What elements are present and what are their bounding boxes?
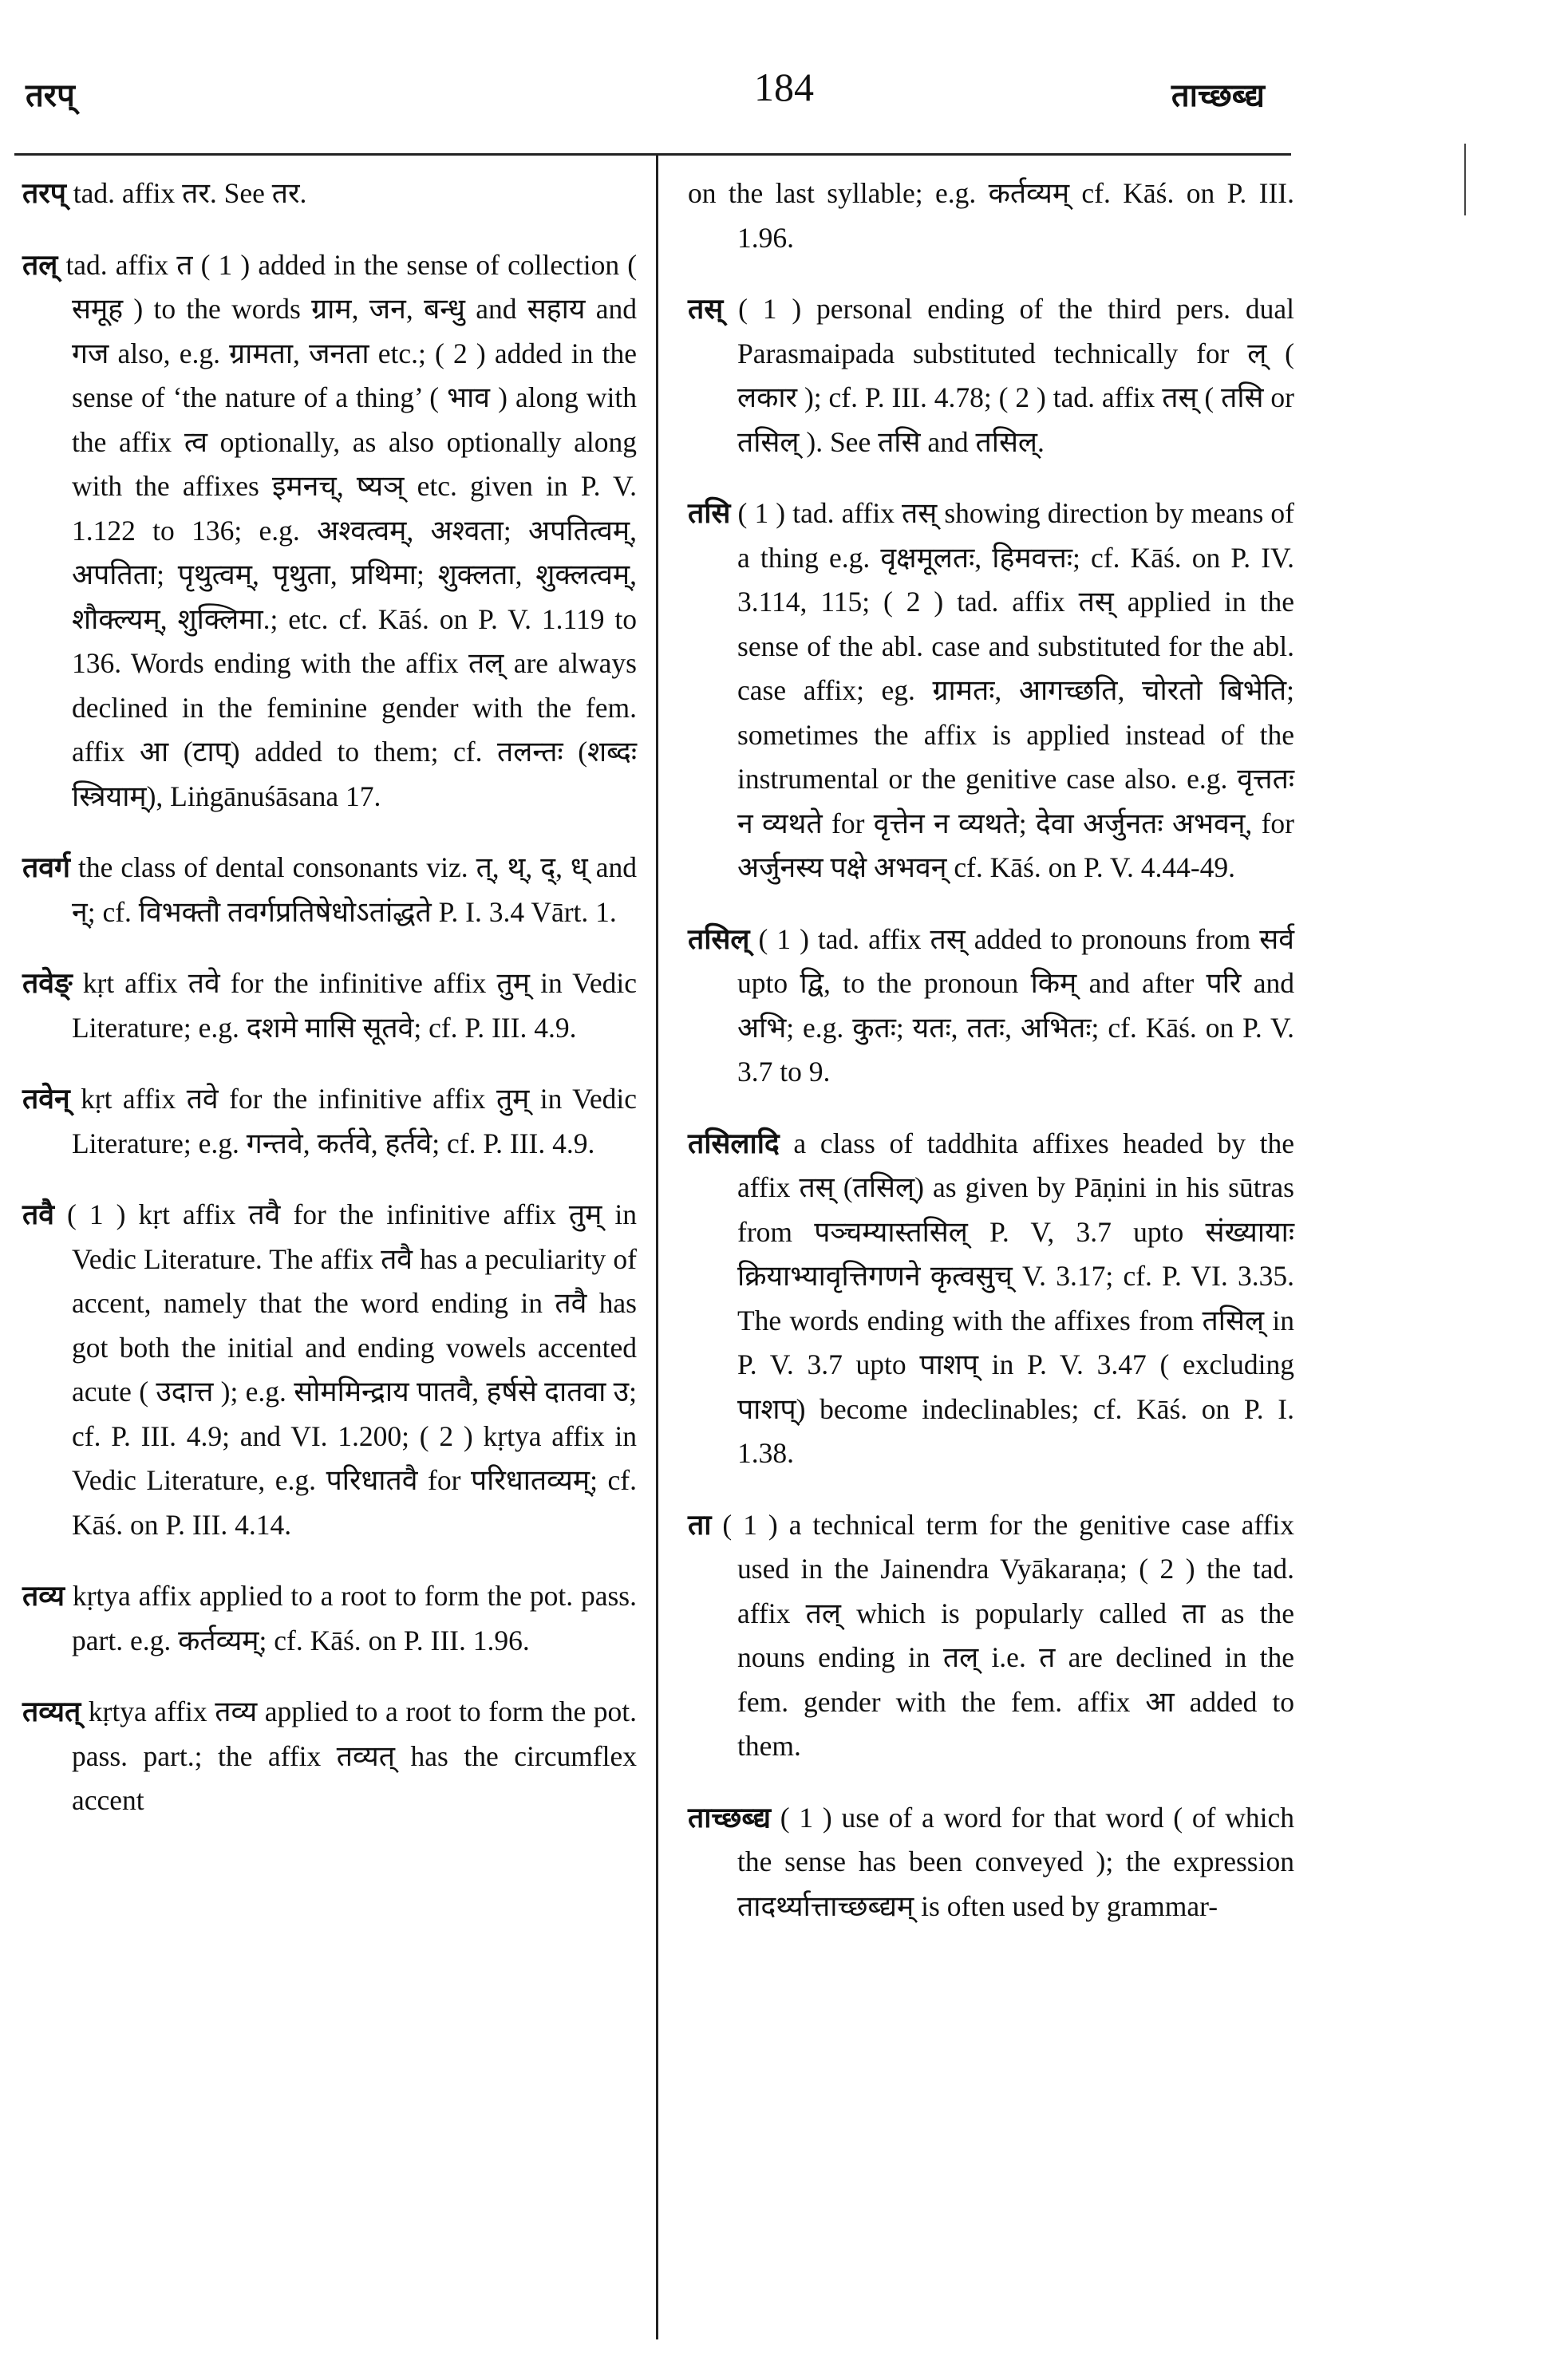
entry-body: kṛt affix तवे for the infinitive affix तुम् in Vedic Literature; e.g. गन्तवे, कर्तवे, हर्तवे; cf. P. III. 4.9. (72, 1083, 638, 1159)
entry-body: ( 1 ) tad. affix तस् showing direction by means of a thing e.g. वृक्षमूलतः, हिमवत्तः; cf. Kāś. on P. IV. 3.114, 115; ( 2 ) tad. affix तस् applied in the sense of the abl. case and substituted for the abl. case affix; eg. ग्रामतः, आगच्छति, चोरतो बिभेति; sometimes the affix is applied instead of the instrumental or the genitive case also. e.g. वृत्ततः न व्यथते for वृत्तेन न व्यथते; देवा अर्जुनतः अभवन्, for अर्जुनस्य पक्षे अभवन् cf. Kāś. on P. V. 4.44-49. (737, 497, 1295, 883)
entry-body: ( 1 ) tad. affix तस् added to pronouns from सर्व upto द्वि, to the pronoun किम् and after परि and अभि; e.g. कुतः; यतः, ततः, अभितः; cf. Kāś. on P. V. 3.7 to 9. (737, 922, 1294, 1088)
dictionary-entry (688, 287, 1294, 464)
header-rule (14, 153, 1291, 156)
column-divider (656, 153, 658, 2339)
entry-body: tad. affix तर. See तर. (73, 177, 307, 209)
dictionary-entry (688, 492, 1294, 890)
running-head-right: ताच्छब्द्य (1171, 77, 1265, 113)
dictionary-entry (22, 1077, 637, 1166)
margin-mark (1464, 144, 1466, 215)
dictionary-entry (688, 1122, 1294, 1476)
dictionary-entry (22, 243, 637, 819)
entry-headword: तल् (22, 248, 58, 281)
entry-headword: तवै (22, 1198, 54, 1230)
entry-body: on the last syllable; e.g. कर्तव्यम् cf. Kāś. on P. III. 1.96. (688, 177, 1294, 254)
dictionary-entry (22, 846, 637, 934)
dictionary-entry (22, 172, 637, 216)
running-head-left: तरप् (26, 77, 75, 113)
entry-headword: तवर्ग (22, 851, 70, 883)
entry-headword: तवेन् (22, 1083, 70, 1115)
entry-headword: तसि (688, 497, 731, 529)
entry-headword: तसिल् (688, 922, 750, 955)
entry-headword: तवेङ् (22, 967, 73, 999)
entry-headword: तस् (688, 293, 724, 325)
entry-body: ( 1 ) use of a word for that word ( of which the sense has been conveyed ); the expression तादर्थ्यात्ताच्छब्द्यम् is often used by grammar- (737, 1801, 1294, 1922)
entry-body: a class of taddhita affixes headed by the affix तस् (तसिल्) as given by Pāṇini in his sūtras from पञ्चम्यास्तसिल् P. V, 3.7 upto संख्यायाः क्रियाभ्यावृत्तिगणने कृत्वसुच् V. 3.17; cf. P. VI. 3.35. The words ending with the affixes from तसिल् in P. V. 3.7 upto पाशप् in P. V. 3.47 ( excluding पाशप्) become indeclinables; cf. Kāś. on P. I. 1.38. (737, 1127, 1294, 1469)
entry-headword: तव्य (22, 1580, 65, 1612)
dictionary-entry (22, 1690, 637, 1823)
entry-body: kṛtya affix applied to a root to form the pot. pass. part. e.g. कर्तव्यम्; cf. Kāś. on P. III. 1.96. (72, 1580, 637, 1656)
dictionary-entry (22, 1193, 637, 1547)
right-column (688, 172, 1294, 1956)
entry-headword: ता (688, 1508, 712, 1541)
dictionary-entry (22, 961, 637, 1050)
entry-body: ( 1 ) personal ending of the third pers. dual Parasmaipada substituted technically for ल् ( लकार ); cf. P. III. 4.78; ( 2 ) tad. affix तस् ( तसि or तसिल् ). See तसि and तसिल्. (737, 293, 1295, 458)
entry-body: kṛtya affix तव्य applied to a root to form the pot. pass. part.; the affix तव्यत् has the circumflex accent (72, 1696, 637, 1816)
dictionary-entry (688, 918, 1294, 1095)
dictionary-entry (22, 1574, 637, 1663)
entry-body: the class of dental consonants viz. त्, थ्, द्, ध् and न्; cf. विभक्तौ तवर्गप्रतिषेधोऽतांद्धते P. I. 3.4 Vārt. 1. (72, 851, 637, 928)
page-number: 184 (754, 65, 814, 109)
entry-headword: तसिलादि (688, 1127, 780, 1159)
entry-body: tad. affix त ( 1 ) added in the sense of collection ( समूह ) to the words ग्राम, जन, बन्धु and सहाय and गज also, e.g. ग्रामता, जनता etc.; ( 2 ) added in the sense of ‘the nature of a thing’ ( भाव ) along with the affix त्व optionally, as also optionally along with the affixes इमनच्, ष्यञ् etc. given in P. V. 1.122 to 136; e.g. अश्वत्वम्, अश्वता; अपतित्वम्, अपतिता; पृथुत्वम्, पृथुता, प्रथिमा; शुक्लता, शुक्लत्वम्, शौक्ल्यम्, शुक्लिमा.; etc. cf. Kāś. on P. V. 1.119 to 136. Words ending with the affix तल् are always declined in the feminine gender with the fem. affix आ (टाप्) added to them; cf. तलन्तः (शब्दः स्त्रियाम्), Liṅgānuśāsana 17. (65, 248, 638, 812)
entry-headword: तव्यत् (22, 1696, 81, 1727)
entry-headword: ताच्छब्द्य (688, 1801, 771, 1834)
left-column (22, 172, 637, 1850)
dictionary-entry (688, 1503, 1294, 1769)
page-header (0, 64, 1568, 128)
dictionary-entry-continued (688, 172, 1294, 260)
entry-body: kṛt affix तवे for the infinitive affix तुम् in Vedic Literature; e.g. दशमे मासि सूतवे; cf. P. III. 4.9. (72, 967, 637, 1044)
entry-body: ( 1 ) kṛt affix तवै for the infinitive affix तुम् in Vedic Literature. The affix तवै has a peculiarity of accent, namely that the word ending in तवै has got both the initial and ending vowels accented acute ( उदात्त ); e.g. सोममिन्द्राय पातवै, हर्षसे दातवा उ; cf. P. III. 4.9; and VI. 1.200; ( 2 ) kṛtya affix in Vedic Literature, e.g. परिधातवै for परिधातव्यम्; cf. Kāś. on P. III. 4.14. (67, 1198, 638, 1541)
dictionary-entry (688, 1796, 1294, 1929)
entry-body: ( 1 ) a technical term for the genitive case affix used in the Jainendra Vyākaraṇa; ( 2 ) the tad. affix तल् which is popularly called ता as the nouns ending in तल् i.e. त are declined in the fem. gender with the fem. affix आ added to them. (722, 1508, 1294, 1762)
entry-headword: तरप् (22, 177, 66, 209)
